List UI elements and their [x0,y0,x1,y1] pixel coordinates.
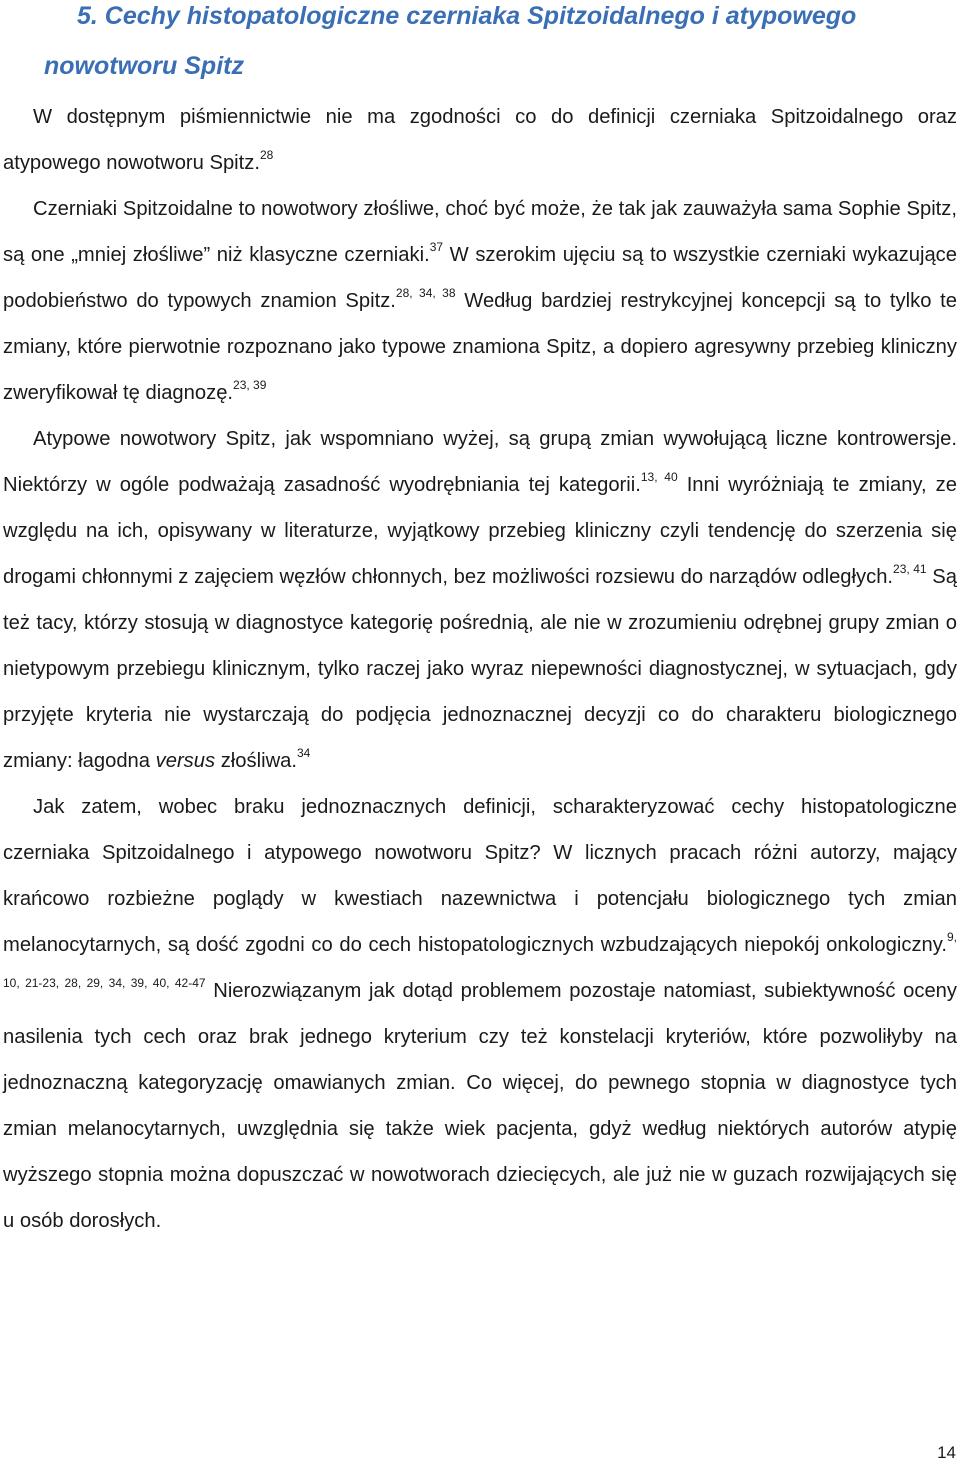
citation-ref: 23, 39 [233,378,267,392]
citation-ref: 37 [429,240,444,254]
citation-ref: 28, 34, 38 [395,286,456,300]
citation-ref: 34 [297,746,311,760]
paragraph-text: Są też tacy, którzy stosują w diagnostyce kategorię pośrednią, ale nie w zrozumieniu odrębnej grupy zmian o nietypowym przebiegu klinicznym, tylko raczej jako wyraz niepewności diagnostycznej, w sytuacjach, gdy przyjęte kryteria nie wystarczają do podjęcia jednoznacznej decyzji co do charakteru biologicznego zmiany: łagodna [3,566,957,772]
italic-term: versus [155,750,216,772]
page-number: 14 [937,1443,956,1462]
paragraph-3 [3,416,957,784]
paragraph-text: W szerokim ujęciu są to wszystkie czerniaki wykazujące podobieństwo do typowych znamion Spitz. [3,244,957,312]
heading-line-1: 5. Cechy histopatologiczne czerniaka Spitzoidalnego i atypowego [77,2,857,30]
citation-ref: 28 [259,148,274,162]
paragraph-text: Inni wyróżniają te zmiany, ze względu na ich, opisywany w literaturze, wyjątkowy przebieg kliniczny czyli tendencję do szerzenia się drogami chłonnymi z zajęciem węzłów chłonnych, bez możliwości rozsiewu do narządów odległych. [3,474,957,588]
body-text [3,94,957,1244]
heading-line-2: nowotworu Spitz [44,52,244,80]
citation-ref: 13, 40 [640,470,678,484]
paragraph-text: Według bardziej restrykcyjnej koncepcji są to tylko te zmiany, które pierwotnie rozpoznano jako typowe znamiona Spitz, a dopiero agresywny przebieg kliniczny zweryfikował tę diagnozę. [3,290,957,404]
citation-ref: 9, 10, 21-23, 28, 29, 34, 39, 40, 42-47 [3,930,957,990]
paragraph-text: Atypowe nowotwory Spitz, jak wspomniano wyżej, są grupą zmian wywołującą liczne kontrowersje. Niektórzy w ogóle podważają zasadność wyodrębniania tej kategorii. [3,428,957,496]
paragraph-text: Czerniaki Spitzoidalne to nowotwory złośliwe, choć być może, że tak jak zauważyła sama Sophie Spitz, są one „mniej złośliwe” niż klasyczne czerniaki. [3,198,957,266]
paragraph-1 [3,94,957,186]
citation-ref: 23, 41 [893,562,927,576]
paragraph-text: Nierozwiązanym jak dotąd problemem pozostaje natomiast, subiektywność oceny nasilenia tych cech oraz brak jednego kryterium czy też konstelacji kryteriów, które pozwoliłyby na jednoznaczną kategoryzację omawianych zmian. Co więcej, do pewnego stopnia w diagnostyce tych zmian melanocytarnych, uwzględnia się także wiek pacjenta, gdyż według niektórych autorów atypię wyższego stopnia można dopuszczać w nowotworach dziecięcych, ale już nie w guzach rozwijających się u osób dorosłych. [3,980,957,1232]
paragraph-text: Jak zatem, wobec braku jednoznacznych definicji, scharakteryzować cechy histopatologiczne czerniaka Spitzoidalnego i atypowego nowotworu Spitz? W licznych pracach różni autorzy, mający krańcowo rozbieżne poglądy w kwestiach nazewnictwa i potencjału biologicznego tych zmian melanocytarnych, są dość zgodni co do cech histopatologicznych wzbudzających niepokój onkologiczny. [3,796,957,956]
paragraph-text: złośliwa. [220,750,297,772]
paragraph-text: W dostępnym piśmiennictwie nie ma zgodności co do definicji czerniaka Spitzoidalnego oraz atypowego nowotworu Spitz. [3,106,957,174]
paragraph-2 [3,186,957,416]
paragraph-4 [3,784,957,1244]
